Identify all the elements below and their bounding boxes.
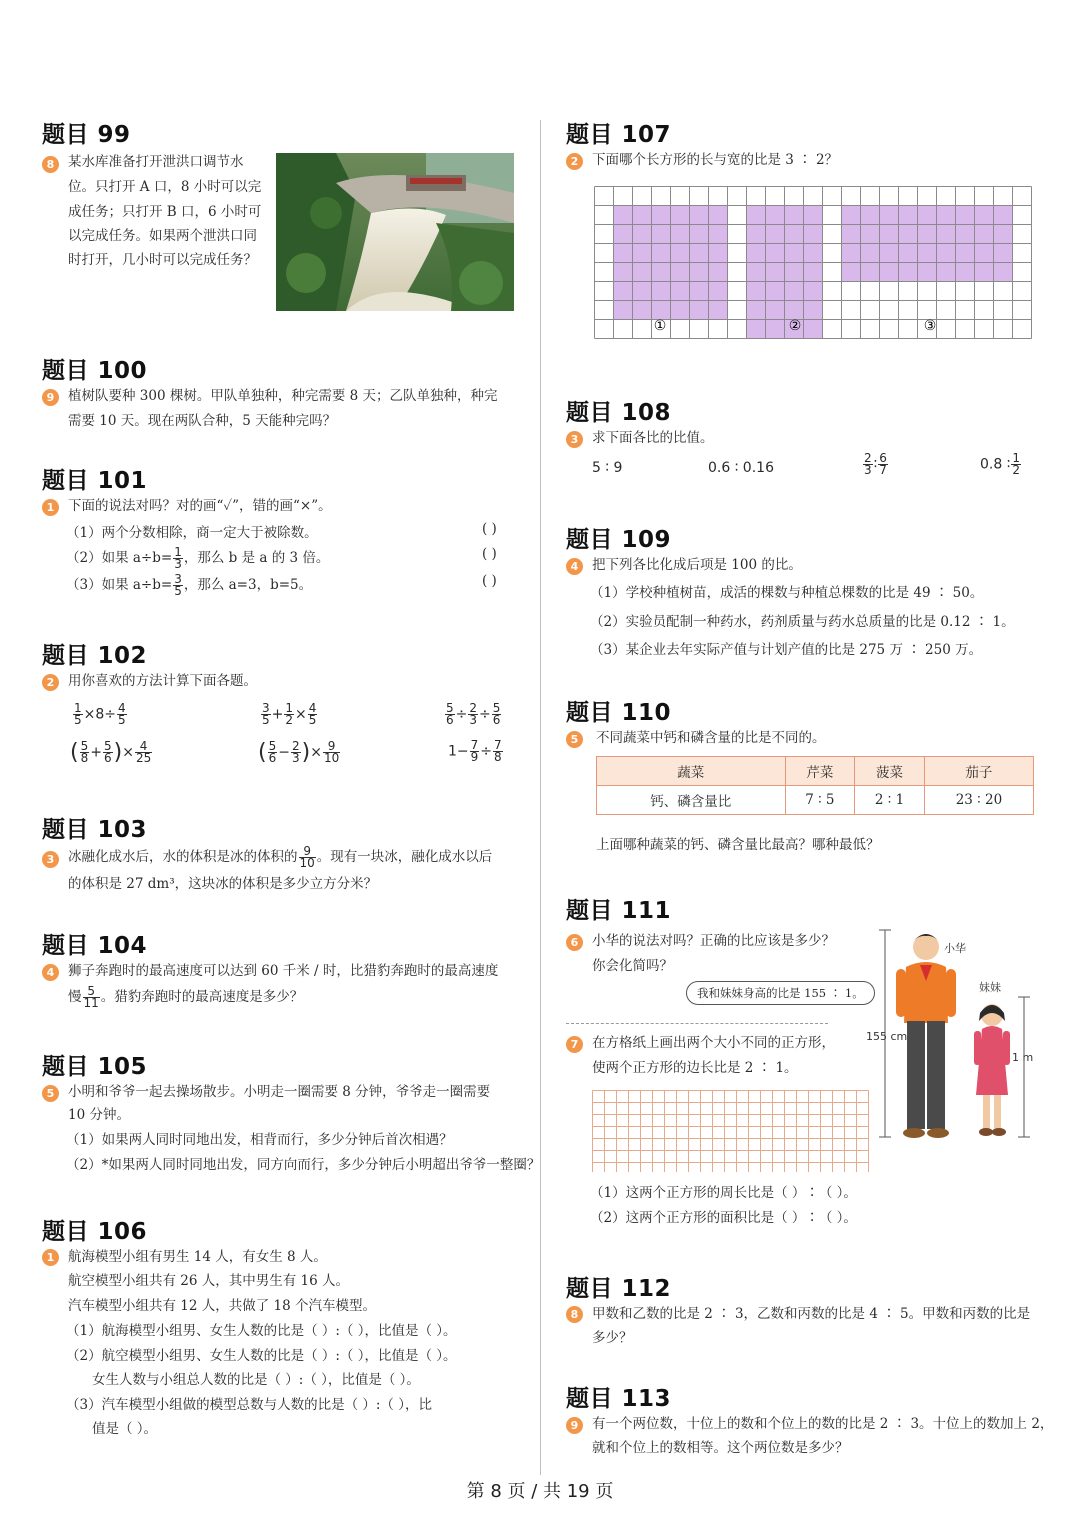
problem-text: 冰融化成水后，水的体积是冰的体积的 $\frac{9}{10}$ 。现有一块冰，融化成水以后 — [68, 844, 493, 870]
problem-text: 的体积是 27 dm³，这块冰的体积是多少立方分米？ — [68, 876, 378, 892]
drawing-grid[interactable] — [592, 1090, 870, 1172]
problem-103 — [42, 815, 520, 892]
difficulty-badge: 1 — [42, 1249, 59, 1266]
problem-title: 题目 99 — [42, 122, 131, 148]
fraction: $\frac{3}{5}$ — [174, 572, 182, 598]
answer-blank[interactable]: ( ) — [482, 573, 497, 589]
problem-104 — [42, 931, 520, 1010]
problem-text: 汽车模型小组共有 12 人，共做了 18 个汽车模型。 — [68, 1298, 377, 1314]
sub-question-3b: 值是（ ）。 — [92, 1421, 158, 1437]
difficulty-badge: 9 — [42, 389, 59, 406]
problem-108 — [566, 398, 1042, 477]
statement-1: （1）两个分数相除，商一定大于被除数。 — [66, 525, 318, 541]
expression-3: $\frac{5}{6}$ ÷ $\frac{2}{3}$ ÷ $\frac{5}{6}$ — [446, 701, 501, 727]
problem-text: 以完成任务。如果两个泄洪口同 — [68, 228, 257, 244]
girl-name: 妹妹 — [979, 981, 1001, 994]
expression-5: ( $\frac{5}{6}$ − $\frac{2}{3}$ )× $\frac{9}{10}$ — [258, 739, 340, 765]
problem-109 — [566, 525, 1042, 658]
problem-title: 题目 104 — [42, 933, 148, 959]
problem-title: 题目 111 — [566, 898, 672, 924]
problem-text: 某水库准备打开泄洪口调节水 — [68, 154, 244, 170]
fraction: $\frac{1}{3}$ — [174, 545, 182, 571]
problem-text: 需要 10 天。现在两队合种，5 天能种完吗？ — [68, 413, 337, 429]
page-footer: 第 8 页 / 共 19 页 — [466, 1481, 614, 1502]
difficulty-badge: 2 — [42, 674, 59, 691]
sub-question-2b: 女生人数与小组总人数的比是（ ）:（ ），比值是（ ）。 — [92, 1372, 420, 1388]
dam-spillway-photo — [276, 153, 514, 311]
difficulty-badge: 5 — [42, 1085, 59, 1102]
problem-text: 航海模型小组有男生 14 人，有女生 8 人。 — [68, 1249, 327, 1265]
difficulty-badge: 4 — [42, 964, 59, 981]
problem-106 — [42, 1217, 520, 1437]
sub-question-1: （1）航海模型小组男、女生人数的比是（ ）:（ ），比值是（ ）。 — [66, 1323, 457, 1339]
problem-text: 狮子奔跑时的最高速度可以达到 60 千米 / 时，比猎豹奔跑时的最高速度 — [68, 963, 499, 979]
difficulty-badge: 8 — [42, 156, 59, 173]
problem-100 — [42, 356, 520, 429]
boy-name: 小华 — [944, 942, 966, 955]
problem-title: 题目 108 — [566, 400, 672, 426]
problem-text: 植树队要种 300 棵树。甲队单独种，种完需要 8 天；乙队单独种，种完 — [68, 388, 498, 404]
table-row: 钙、磷含量比 7 ∶ 5 2 ∶ 1 23 ∶ 20 — [597, 786, 1034, 815]
dashed-separator — [566, 1023, 828, 1024]
problem-text: 就和个位上的数相等。这个两位数是多少？ — [592, 1440, 849, 1456]
problem-text: 你会化简吗？ — [592, 958, 673, 974]
problem-101 — [42, 466, 520, 598]
ratio-1: 5 ∶ 9 — [592, 460, 623, 476]
girl-height-label: 1 m — [1012, 1051, 1034, 1064]
expression-4: ( $\frac{5}{8}$ + $\frac{5}{6}$ )× $\frac{4}{25}$ — [70, 739, 152, 765]
sub-question-1: （1）如果两人同时同地出发，相背而行，多少分钟后首次相遇？ — [66, 1132, 453, 1148]
expression-2: $\frac{3}{5}$ + $\frac{1}{2}$ × $\frac{4}{5}$ — [262, 701, 317, 727]
problem-102 — [42, 641, 520, 765]
girl-figure — [974, 1004, 1010, 1136]
sub-question-2: （2）实验员配制一种药水，药剂质量与药水总质量的比是 0.12 ∶ 1。 — [590, 614, 1015, 630]
problem-110 — [566, 698, 1042, 853]
problem-text: 甲数和乙数的比是 2 ∶ 3，乙数和丙数的比是 4 ∶ 5。甲数和丙数的比是 — [592, 1306, 1031, 1322]
ratio-2: 0.6 ∶ 0.16 — [708, 460, 774, 476]
rectangle-grid — [594, 186, 1036, 358]
ratio-4: 0.8 ∶ $\frac{1}{2}$ — [980, 451, 1020, 477]
expression-6: 1− $\frac{7}{9}$ ÷ $\frac{7}{8}$ — [448, 738, 502, 764]
problem-title: 题目 103 — [42, 817, 148, 843]
problem-title: 题目 105 — [42, 1054, 148, 1080]
difficulty-badge: 4 — [566, 558, 583, 575]
difficulty-badge: 5 — [566, 731, 583, 748]
statement-2: （2）如果 a÷b= $\frac{1}{3}$ ，那么 b 是 a 的 3 倍。 — [66, 545, 330, 571]
difficulty-badge: 3 — [566, 431, 583, 448]
problem-title: 题目 107 — [566, 122, 672, 148]
difficulty-badge: 7 — [566, 1036, 583, 1053]
sub-question-1: （1）这两个正方形的周长比是（ ）∶（ ）。 — [590, 1185, 857, 1201]
ratio-3: $\frac{2}{3}$ ∶ $\frac{6}{7}$ — [864, 451, 887, 477]
problem-intro: 下面哪个长方形的长与宽的比是 3 ∶ 2？ — [592, 152, 839, 168]
table-header-row: 蔬菜 芹菜 菠菜 茄子 — [597, 757, 1034, 786]
expression-1: $\frac{1}{5}$ ×8÷ $\frac{4}{5}$ — [74, 701, 126, 727]
problem-text: 慢 $\frac{5}{11}$ 。猎豹奔跑时的最高速度是多少？ — [68, 984, 304, 1010]
problem-title: 题目 101 — [42, 468, 148, 494]
difficulty-badge: 3 — [42, 851, 59, 868]
difficulty-badge: 1 — [42, 499, 59, 516]
problem-title: 题目 100 — [42, 358, 148, 384]
problem-text: 10 分钟。 — [68, 1107, 130, 1123]
rect-label-1: ① — [653, 318, 667, 334]
sub-question-2: （2）*如果两人同时同地出发，同方向而行，多少分钟后小明超出爷爷一整圈？ — [66, 1157, 541, 1173]
difficulty-badge: 2 — [566, 153, 583, 170]
sub-question-2: （2）航空模型小组男、女生人数的比是（ ）:（ ），比值是（ ）。 — [66, 1348, 457, 1364]
vegetable-table — [596, 756, 1034, 815]
answer-blank[interactable]: ( ) — [482, 546, 497, 562]
problem-text: 时打开，几小时可以完成任务？ — [68, 252, 257, 268]
problem-105 — [42, 1052, 541, 1173]
problem-intro: 用你喜欢的方法计算下面各题。 — [68, 673, 257, 689]
problem-text: 有一个两位数，十位上的数和个位上的数的比是 2 ∶ 3。十位上的数加上 2， — [592, 1416, 1054, 1432]
sub-question-1: （1）学校种植树苗，成活的棵数与种植总棵数的比是 49 ∶ 50。 — [590, 585, 984, 601]
problem-question: 上面哪种蔬菜的钙、磷含量比最高？哪种最低？ — [596, 837, 880, 853]
speech-bubble: 我和妹妹身高的比是 155 ∶ 1。 — [686, 981, 875, 1005]
problem-text: 位。只打开 A 口，8 小时可以完 — [68, 179, 262, 195]
column-divider — [540, 120, 541, 1475]
problem-text: 小华的说法对吗？正确的比应该是多少？ — [592, 933, 835, 949]
difficulty-badge: 8 — [566, 1306, 583, 1323]
problem-107 — [566, 120, 1042, 168]
problem-title: 题目 110 — [566, 700, 672, 726]
problem-title: 题目 113 — [566, 1386, 672, 1412]
problem-99 — [42, 120, 520, 268]
answer-blank[interactable]: ( ) — [482, 521, 497, 537]
problem-intro: 把下列各比化成后项是 100 的比。 — [592, 557, 802, 573]
problem-text: 使两个正方形的边长比是 2 ∶ 1。 — [592, 1060, 798, 1076]
difficulty-badge: 6 — [566, 934, 583, 951]
problem-text: 小明和爷爷一起去操场散步。小明走一圈需要 8 分钟，爷爷走一圈需要 — [68, 1084, 491, 1100]
rect-label-3: ③ — [923, 318, 937, 334]
sub-question-2: （2）这两个正方形的面积比是（ ）∶（ ）。 — [590, 1210, 857, 1226]
sub-question-3: （3）汽车模型小组做的模型总数与人数的比是（ ）:（ ），比 — [66, 1397, 432, 1413]
problem-113 — [566, 1384, 1054, 1456]
problem-title: 题目 106 — [42, 1219, 148, 1245]
problem-text: 在方格纸上画出两个大小不同的正方形， — [592, 1035, 835, 1051]
problem-112 — [566, 1274, 1042, 1346]
problem-intro: 下面的说法对吗？对的画“✓”，错的画“×”。 — [68, 498, 332, 514]
problem-title: 题目 102 — [42, 643, 148, 669]
problem-intro: 求下面各比的比值。 — [592, 430, 714, 446]
problem-text: 航空模型小组共有 26 人，其中男生有 16 人。 — [68, 1273, 350, 1289]
sub-question-3: （3）某企业去年实际产值与计划产值的比是 275 万 ∶ 250 万。 — [590, 642, 983, 658]
problem-title: 题目 109 — [566, 527, 672, 553]
children-illustration — [862, 925, 1038, 1145]
boy-height-label: 155 cm — [866, 1030, 908, 1043]
statement-3: （3）如果 a÷b= $\frac{3}{5}$ ，那么 a=3，b=5。 — [66, 572, 313, 598]
problem-text: 成任务；只打开 B 口，6 小时可 — [68, 204, 262, 220]
difficulty-badge: 9 — [566, 1417, 583, 1434]
rect-label-2: ② — [788, 318, 802, 334]
problem-title: 题目 112 — [566, 1276, 672, 1302]
problem-text: 多少？ — [592, 1330, 633, 1346]
problem-intro: 不同蔬菜中钙和磷含量的比是不同的。 — [596, 730, 826, 746]
